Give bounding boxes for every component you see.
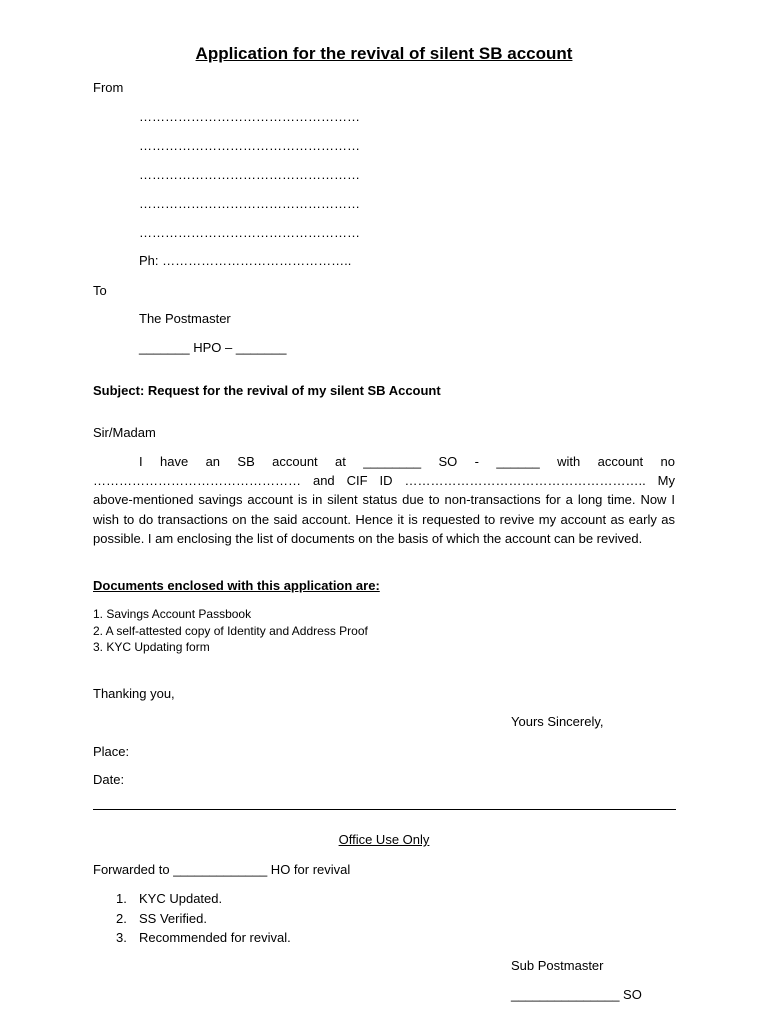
office-checklist [116,889,291,948]
from-line-1: …………………………………………… [139,109,360,124]
subject-line: Subject: Request for the revival of my silent SB Account [93,383,441,398]
from-label: From [93,80,124,95]
body-paragraph [93,452,675,548]
to-office: _______ HPO – _______ [139,340,287,355]
divider [93,809,676,810]
to-recipient: The Postmaster [139,311,231,326]
to-label: To [93,283,107,298]
list-item [116,889,291,909]
item-number: 1. [116,891,127,906]
salutation: Sir/Madam [93,425,156,440]
from-line-4: …………………………………………… [139,196,360,211]
so-signature-line: _______________ SO [511,987,642,1002]
list-item: 2. A self-attested copy of Identity and Address Proof [93,623,368,638]
list-item [116,909,291,929]
list-item: 1. Savings Account Passbook [93,607,252,621]
office-use-heading: Office Use Only [338,832,430,847]
item-text: KYC Updated. [139,891,223,906]
from-line-2: …………………………………………… [139,138,360,153]
item-number: 2. [116,910,127,926]
place-label: Place: [93,744,130,759]
page-title: Application for the revival of silent SB account [195,44,573,63]
list-item [116,928,291,948]
item-text: SS Verified. [139,910,207,926]
item-number: 3. [116,930,127,945]
item-text: Recommended for revival. [139,930,291,945]
yours-sincerely: Yours Sincerely, [511,714,604,729]
from-line-3: …………………………………………… [139,167,360,182]
thanking-text: Thanking you, [93,686,175,701]
documents-list [93,606,368,656]
list-item: 3. KYC Updating form [93,640,210,654]
from-phone: Ph: …………………………………….. [139,253,352,268]
date-label: Date: [93,772,125,787]
documents-heading: Documents enclosed with this application are: [93,578,380,593]
body-text: I have an SB account at ________ SO - ______ with account no ………………………………………… and CIF ID ……………………………………………….. My above-mentioned savings account is in silent status due to non-transactions for a long time. Now I wish to do transactions on the said account. Hence it is requested to revive my account as early as possible. I am enclosing the list of documents on the basis of which the account can be revived. [93,454,675,546]
forwarded-line: Forwarded to _____________ HO for revival [93,862,351,877]
from-line-5: …………………………………………… [139,225,360,240]
sub-postmaster-label: Sub Postmaster [511,958,604,973]
